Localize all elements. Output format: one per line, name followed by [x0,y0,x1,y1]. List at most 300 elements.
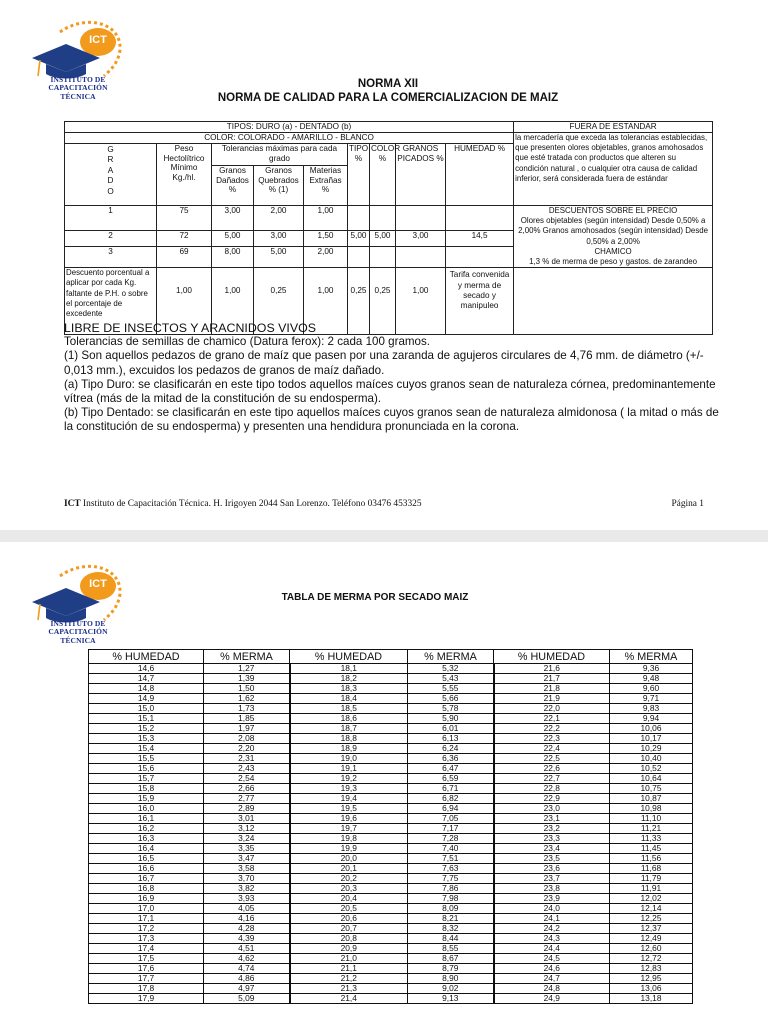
merma-cell: 11,68 [610,864,693,874]
merma-cell: 1,73 [204,704,290,714]
tipo-value [348,206,370,231]
norma-table [64,121,713,335]
merma-cell: 11,45 [610,844,693,854]
humedad-cell: 24,8 [494,984,610,994]
norma-title: NORMA XII [357,78,419,90]
footer-address: Instituto de Capacitación Técnica. H. Irigoyen 2044 San Lorenzo. Teléfono 03476 453325 [80,499,422,509]
humedad-cell: 16,2 [89,824,204,834]
tarifa-cell: Tarifa convenida y merma de secado y manipuleo [446,268,514,335]
merma-cell: 3,35 [204,844,290,854]
desc-color: 0,25 [370,268,396,335]
humedad-cell: 21,7 [494,674,610,684]
peso-header: Peso Hectolítrico Mínimo Kg./hl. [157,144,212,206]
humedad-cell: 22,4 [494,744,610,754]
table-row [89,704,693,714]
quebrados-header: Granos Quebrados % (1) [254,166,304,206]
humedad-cell: 24,0 [494,904,610,914]
merma-cell: 1,85 [204,714,290,724]
col-humedad: % HUMEDAD [494,650,610,664]
merma-cell: 11,79 [610,874,693,884]
ict-logo [30,564,126,645]
humedad-cell: 16,0 [89,804,204,814]
tipo-value [348,246,370,268]
humedad-cell: 16,6 [89,864,204,874]
humedad-cell: 23,0 [494,804,610,814]
table-row [89,924,693,934]
humedad-cell: 22,6 [494,764,610,774]
merma-cell: 6,24 [408,744,494,754]
merma-cell: 8,79 [408,964,494,974]
col-merma: % MERMA [408,650,494,664]
merma-cell: 4,05 [204,904,290,914]
humedad-cell: 20,6 [290,914,408,924]
humedad-cell: 15,4 [89,744,204,754]
merma-cell: 7,40 [408,844,494,854]
grado-value: 1 [65,206,157,231]
humedad-cell: 18,8 [290,734,408,744]
humedad-cell: 21,4 [290,994,408,1004]
merma-cell: 12,14 [610,904,693,914]
humedad-cell: 23,2 [494,824,610,834]
humedad-cell: 19,0 [290,754,408,764]
descuentos-cell [514,206,713,268]
merma-cell: 6,47 [408,764,494,774]
merma-cell: 11,21 [610,824,693,834]
humedad-cell: 16,9 [89,894,204,904]
picados-value: 3,00 [396,230,446,246]
humedad-cell: 18,5 [290,704,408,714]
col-humedad: % HUMEDAD [89,650,204,664]
merma-cell: 5,66 [408,694,494,704]
humedad-cell: 24,5 [494,954,610,964]
col-merma: % MERMA [204,650,290,664]
humedad-cell: 17,2 [89,924,204,934]
footer-brand: ICT [64,499,81,509]
tipo-value: 5,00 [348,230,370,246]
merma-cell: 6,36 [408,754,494,764]
table-row [89,844,693,854]
merma-cell: 3,70 [204,874,290,884]
humedad-cell: 22,9 [494,794,610,804]
humedad-cell: 24,3 [494,934,610,944]
table-row [89,904,693,914]
extranas-header: Materias Extrañas % [304,166,348,206]
humedad-cell: 23,5 [494,854,610,864]
humedad-cell: 15,6 [89,764,204,774]
danados-value: 5,00 [212,230,254,246]
merma-cell: 9,36 [610,664,693,674]
humedad-cell: 23,1 [494,814,610,824]
desc-peso: 1,00 [157,268,212,335]
merma-cell: 11,33 [610,834,693,844]
merma-cell: 5,78 [408,704,494,714]
humedad-cell: 16,3 [89,834,204,844]
table-row [89,664,693,674]
note-1: (1) Son aquellos pedazos de grano de maíz que pasen por una zaranda de agujeros circulares de 4,76 mm. de diámetro (+/- 0,013 mm.), excuidos los pedazos de granos de maíz dañado. [64,349,704,377]
merma-cell: 5,55 [408,684,494,694]
merma-cell: 10,17 [610,734,693,744]
table-row [89,854,693,864]
merma-cell: 11,10 [610,814,693,824]
merma-cell: 2,66 [204,784,290,794]
merma-cell: 4,39 [204,934,290,944]
merma-cell: 9,83 [610,704,693,714]
desc-extranas: 1,00 [304,268,348,335]
humedad-cell: 19,1 [290,764,408,774]
merma-cell: 10,40 [610,754,693,764]
merma-cell: 8,09 [408,904,494,914]
humedad-cell: 20,7 [290,924,408,934]
table-row [89,914,693,924]
merma-title: TABLA DE MERMA POR SECADO MAIZ [281,592,469,603]
humedad-cell: 14,9 [89,694,204,704]
humedad-cell: 15,2 [89,724,204,734]
humedad-cell: 18,6 [290,714,408,724]
color-value [370,246,396,268]
merma-cell: 10,29 [610,744,693,754]
humedad-cell: 18,2 [290,674,408,684]
humedad-cell: 22,8 [494,784,610,794]
merma-cell: 9,13 [408,994,494,1004]
merma-cell: 8,90 [408,974,494,984]
merma-cell: 3,82 [204,884,290,894]
humedad-cell: 19,8 [290,834,408,844]
merma-cell: 13,06 [610,984,693,994]
merma-body [89,664,693,1004]
danados-header: Granos Dañados % [212,166,254,206]
grado-letter: G [107,145,114,154]
table-row [89,884,693,894]
humedad-cell: 24,7 [494,974,610,984]
humedad-cell: 20,3 [290,884,408,894]
humedad-cell: 24,9 [494,994,610,1004]
table-row [89,874,693,884]
merma-cell: 1,50 [204,684,290,694]
col-humedad: % HUMEDAD [290,650,408,664]
merma-cell: 6,01 [408,724,494,734]
grado-letter: O [107,186,114,196]
color-pct-header: COLOR % [370,144,396,206]
humedad-cell: 24,1 [494,914,610,924]
humedad-cell: 21,0 [290,954,408,964]
merma-cell: 9,48 [610,674,693,684]
merma-cell: 12,83 [610,964,693,974]
descuento-label: Descuento porcentual a aplicar por cada Kg. faltante de P.H. o sobre el porcentaje de excedente [65,268,157,335]
table-row [89,734,693,744]
table-row [89,714,693,724]
danados-value: 3,00 [212,206,254,231]
humedad-cell: 21,9 [494,694,610,704]
logo-line-2: CAPACITACIÓN TÉCNICA [48,627,108,645]
table-row [89,754,693,764]
humedad-cell: 21,2 [290,974,408,984]
humedad-cell: 18,3 [290,684,408,694]
desc-picados: 1,00 [396,268,446,335]
page-footer [64,499,704,509]
merma-cell: 8,55 [408,944,494,954]
note-a: (a) Tipo Duro: se clasificarán en este tipo todos aquellos maíces cuyos granos sean de naturaleza córnea, predominantemente vítrea (más de la mitad de la constitución de su endosperma). [64,377,716,406]
page-number: Página 1 [671,499,704,509]
merma-cell: 9,02 [408,984,494,994]
humedad-cell: 14,8 [89,684,204,694]
table-row [89,804,693,814]
grado-letter: R [107,155,114,165]
humedad-cell: 24,2 [494,924,610,934]
merma-cell: 6,59 [408,774,494,784]
merma-cell: 5,43 [408,674,494,684]
humedad-cell: 19,3 [290,784,408,794]
humedad-cell: 23,3 [494,834,610,844]
table-row [89,814,693,824]
table-row [89,744,693,754]
humedad-cell: 15,1 [89,714,204,724]
merma-cell: 7,28 [408,834,494,844]
merma-cell: 12,25 [610,914,693,924]
humedad-cell: 18,4 [290,694,408,704]
grado-letter: A [107,165,114,175]
desc-quebrados: 0,25 [254,268,304,335]
humedad-cell: 23,8 [494,884,610,894]
picados-value [396,246,446,268]
humedad-cell: 15,0 [89,704,204,714]
humedad-cell: 16,4 [89,844,204,854]
humedad-cell: 21,6 [494,664,610,674]
humedad-cell: 20,8 [290,934,408,944]
humedad-cell: 22,2 [494,724,610,734]
humedad-cell: 17,1 [89,914,204,924]
merma-cell: 8,44 [408,934,494,944]
humedad-value: 14,5 [446,230,514,246]
humedad-cell: 23,6 [494,864,610,874]
merma-cell: 1,97 [204,724,290,734]
merma-cell: 10,64 [610,774,693,784]
document-page-2 [0,542,768,1024]
merma-cell: 4,86 [204,974,290,984]
picados-value [396,206,446,231]
humedad-cell: 22,0 [494,704,610,714]
logo-line-2: CAPACITACIÓN TÉCNICA [48,83,108,101]
humedad-cell: 22,3 [494,734,610,744]
merma-cell: 2,08 [204,734,290,744]
merma-header-row [89,650,693,664]
merma-cell: 12,49 [610,934,693,944]
humedad-cell: 15,7 [89,774,204,784]
note-insectos: LIBRE DE INSECTOS Y ARACNIDOS VIVOS [64,321,317,335]
humedad-cell: 21,3 [290,984,408,994]
merma-cell: 10,75 [610,784,693,794]
merma-cell: 9,71 [610,694,693,704]
table-row [89,834,693,844]
desc-danados: 1,00 [212,268,254,335]
merma-cell: 7,63 [408,864,494,874]
merma-cell: 4,97 [204,984,290,994]
humedad-cell: 18,7 [290,724,408,734]
merma-cell: 2,89 [204,804,290,814]
humedad-cell: 20,4 [290,894,408,904]
peso-value: 69 [157,246,212,268]
table-row [89,684,693,694]
merma-cell: 11,56 [610,854,693,864]
humedad-cell: 14,6 [89,664,204,674]
grado-letter: D [107,176,114,186]
extranas-value: 2,00 [304,246,348,268]
humedad-cell: 17,0 [89,904,204,914]
merma-cell: 10,52 [610,764,693,774]
merma-cell: 6,82 [408,794,494,804]
merma-cell: 8,21 [408,914,494,924]
humedad-cell: 22,1 [494,714,610,724]
table-row [89,894,693,904]
merma-cell: 7,86 [408,884,494,894]
merma-cell: 10,87 [610,794,693,804]
merma-cell: 5,90 [408,714,494,724]
merma-cell: 2,77 [204,794,290,804]
merma-cell: 7,75 [408,874,494,884]
humedad-cell: 19,9 [290,844,408,854]
humedad-cell: 17,9 [89,994,204,1004]
color-value: 5,00 [370,230,396,246]
humedad-cell: 20,5 [290,904,408,914]
merma-cell: 3,58 [204,864,290,874]
merma-cell: 9,94 [610,714,693,724]
humedad-cell: 18,1 [290,664,408,674]
ict-logo [30,20,126,101]
humedad-cell: 24,4 [494,944,610,954]
merma-cell: 1,62 [204,694,290,704]
humedad-header: HUMEDAD % [446,144,514,206]
logo-badge: ICT [89,578,107,590]
tolerancias-header: Tolerancias máximas para cada grado [212,144,348,166]
logo-line-1: INSTITUTO DE [50,619,106,628]
table-row [89,824,693,834]
table-row [89,944,693,954]
humedad-cell: 17,6 [89,964,204,974]
humedad-cell: 15,8 [89,784,204,794]
merma-cell: 10,06 [610,724,693,734]
humedad-cell: 19,4 [290,794,408,804]
merma-cell: 13,18 [610,994,693,1004]
extranas-value: 1,50 [304,230,348,246]
descuentos-text: Olores objetables (según intensidad) Desde 0,50% a 2,00% Granos amohosados (según intensidad) Desde 0,50% a 2,00% [518,216,709,246]
humedad-cell: 19,6 [290,814,408,824]
logo-line-1: INSTITUTO DE [50,75,106,84]
merma-cell: 7,05 [408,814,494,824]
humedad-cell: 16,8 [89,884,204,894]
humedad-cell: 16,7 [89,874,204,884]
table-row [89,964,693,974]
chamico-text: 1,3 % de merma de peso y gastos. de zarandeo [529,257,698,267]
table-row [89,974,693,984]
merma-cell: 2,20 [204,744,290,754]
descuentos-title: DESCUENTOS SOBRE EL PRECIO [548,206,678,215]
table-row [89,784,693,794]
merma-cell: 7,98 [408,894,494,904]
humedad-cell: 20,0 [290,854,408,864]
humedad-cell: 14,7 [89,674,204,684]
humedad-cell: 19,5 [290,804,408,814]
merma-cell: 4,28 [204,924,290,934]
granos-picados-header: GRANOS PICADOS % [396,144,446,206]
table-row [89,724,693,734]
danados-value: 8,00 [212,246,254,268]
merma-cell: 6,71 [408,784,494,794]
table-row [89,994,693,1004]
note-b: (b) Tipo Dentado: se clasificarán en este tipo aquellos maíces cuyos granos sean de naturaleza almidonosa ( la mitad o más de la constitución de su endosperma) y presenten una hendidura pronunciada en la corona. [64,406,719,434]
merma-cell: 2,54 [204,774,290,784]
humedad-cell: 22,5 [494,754,610,764]
humedad-cell: 17,5 [89,954,204,964]
table-row [89,794,693,804]
table-row [89,774,693,784]
merma-cell: 4,51 [204,944,290,954]
humedad-cell: 20,1 [290,864,408,874]
tipos-header: TIPOS: DURO (a) - DENTADO (b) [65,122,514,133]
norma-subtitle: NORMA DE CALIDAD PARA LA COMERCIALIZACION DE MAIZ [217,92,559,104]
merma-cell: 7,51 [408,854,494,864]
merma-cell: 9,60 [610,684,693,694]
color-value [370,206,396,231]
merma-cell: 3,12 [204,824,290,834]
humedad-value [446,206,514,231]
merma-cell: 6,13 [408,734,494,744]
table-row [89,984,693,994]
humedad-value [446,246,514,268]
merma-cell: 7,17 [408,824,494,834]
merma-cell: 3,24 [204,834,290,844]
merma-cell: 8,67 [408,954,494,964]
merma-cell: 2,43 [204,764,290,774]
humedad-cell: 17,7 [89,974,204,984]
merma-cell: 12,72 [610,954,693,964]
table-row [89,864,693,874]
merma-cell: 12,60 [610,944,693,954]
extranas-value: 1,00 [304,206,348,231]
humedad-cell: 23,7 [494,874,610,884]
humedad-cell: 22,7 [494,774,610,784]
humedad-cell: 16,5 [89,854,204,864]
merma-cell: 12,02 [610,894,693,904]
merma-cell: 3,93 [204,894,290,904]
merma-cell: 8,32 [408,924,494,934]
quebrados-value: 2,00 [254,206,304,231]
merma-cell: 2,31 [204,754,290,764]
humedad-cell: 15,3 [89,734,204,744]
humedad-cell: 17,4 [89,944,204,954]
merma-cell: 4,16 [204,914,290,924]
merma-cell: 1,27 [204,664,290,674]
notes-block [64,321,724,435]
table-row [89,764,693,774]
humedad-cell: 20,9 [290,944,408,954]
chamico-title: CHAMICO [594,246,632,256]
merma-cell: 6,94 [408,804,494,814]
humedad-cell: 16,1 [89,814,204,824]
humedad-cell: 17,3 [89,934,204,944]
humedad-cell: 15,9 [89,794,204,804]
humedad-cell: 18,9 [290,744,408,754]
fuera-estandar-text: la mercadería que exceda las tolerancias establecidas, que presenten olores objetables, granos amohosados que esté tratada con productos que alteren su condición natural , o cualquier otra causa de calidad inferior, será considerada fuera de estándar [514,133,713,206]
merma-cell: 12,95 [610,974,693,984]
table-row [89,934,693,944]
humedad-cell: 15,5 [89,754,204,764]
quebrados-value: 3,00 [254,230,304,246]
merma-table [88,649,693,1004]
merma-cell: 3,01 [204,814,290,824]
peso-value: 75 [157,206,212,231]
merma-cell: 5,32 [408,664,494,674]
col-merma: % MERMA [610,650,693,664]
humedad-cell: 19,2 [290,774,408,784]
